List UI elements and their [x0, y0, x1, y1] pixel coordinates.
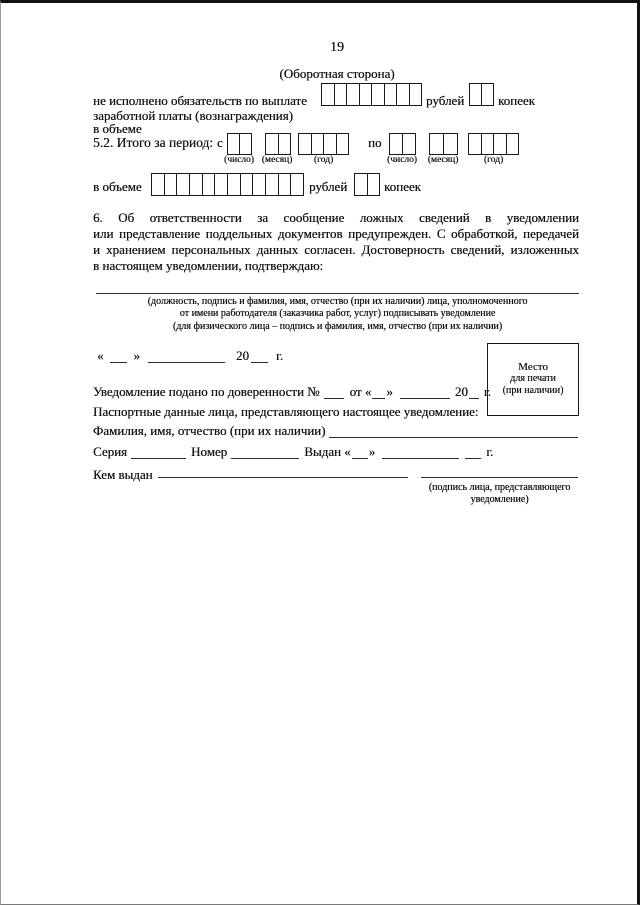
employer-signature-line[interactable]	[96, 293, 579, 294]
issued-by-blank[interactable]	[158, 477, 408, 478]
digit-cell[interactable]	[322, 84, 335, 105]
period-from-day-field[interactable]	[227, 133, 252, 155]
proxy-number-blank[interactable]	[324, 386, 344, 399]
digit-cell[interactable]	[228, 174, 241, 195]
side-title: (Оборотная сторона)	[279, 66, 395, 81]
digit-cell[interactable]	[177, 174, 190, 195]
period-to-label: по	[368, 135, 382, 150]
page-number: 19	[330, 40, 344, 55]
period-to-month-field[interactable]	[429, 133, 458, 155]
digit-cell[interactable]	[266, 174, 279, 195]
stamp-line1: Место	[518, 361, 548, 373]
volume-rubles-field[interactable]	[151, 173, 304, 196]
digit-cell[interactable]	[360, 84, 373, 105]
period-to-year-field[interactable]	[468, 133, 519, 155]
volume-label: в объеме	[93, 179, 142, 194]
proxy-day-blank[interactable]	[372, 386, 385, 399]
digit-cell[interactable]	[470, 84, 482, 105]
proxy-row	[93, 384, 491, 399]
passport-heading: Паспортные данные лица, представляющего настоящее уведомление:	[93, 404, 479, 419]
series-label: Серия	[93, 444, 128, 459]
to-month-caption: (месяц)	[427, 155, 459, 165]
to-year-caption: (год)	[483, 155, 504, 165]
statement-line: 6. Об ответственности за сообщение ложных сведений в уведомлении	[93, 210, 579, 225]
to-day-caption: (число)	[387, 155, 417, 165]
digit-cell[interactable]	[299, 134, 312, 154]
digit-cell[interactable]	[215, 174, 228, 195]
digit-cell[interactable]	[494, 134, 507, 154]
digit-cell[interactable]	[372, 84, 385, 105]
unpaid-kopecks-field[interactable]	[469, 83, 494, 106]
issued-year-blank[interactable]	[465, 446, 481, 459]
stamp-line2: для печати	[510, 373, 556, 384]
digit-cell[interactable]	[347, 84, 360, 105]
digit-cell[interactable]	[279, 134, 291, 154]
issued-month-blank[interactable]	[382, 446, 459, 459]
statement-line: в настоящем уведомлении, подтверждаю:	[93, 258, 324, 273]
signature-date-row	[97, 348, 283, 363]
proxy-close-quote: »	[386, 384, 393, 399]
digit-cell[interactable]	[482, 134, 495, 154]
signature-caption-line2: от имени работодателя (заказчика работ, услуг) подписывать уведомление	[179, 308, 496, 319]
fio-label: Фамилия, имя, отчество (при их наличии)	[93, 423, 326, 438]
period-to-day-field[interactable]	[389, 133, 416, 155]
from-month-caption: (месяц)	[261, 155, 293, 165]
number-label: Номер	[191, 444, 228, 459]
volume-kopecks-label: копеек	[384, 179, 421, 194]
digit-cell[interactable]	[507, 134, 519, 154]
digit-cell[interactable]	[410, 84, 422, 105]
digit-cell[interactable]	[397, 84, 410, 105]
digit-cell[interactable]	[241, 174, 254, 195]
volume-rubles-label: рублей	[309, 179, 348, 194]
fio-row	[93, 423, 578, 438]
digit-cell[interactable]	[203, 174, 216, 195]
digit-cell[interactable]	[430, 134, 444, 154]
issued-by-label: Кем выдан	[93, 467, 153, 482]
digit-cell[interactable]	[190, 174, 203, 195]
signature-caption-line3: (для физического лица – подпись и фамилия, имя, отчество (при их наличии)	[172, 321, 503, 332]
from-year-caption: (год)	[313, 155, 334, 165]
issued-year-suffix: г.	[486, 444, 494, 459]
responsibility-statement	[93, 210, 579, 274]
digit-cell[interactable]	[355, 174, 368, 195]
proxy-year-suffix: г.	[483, 384, 491, 399]
digit-cell[interactable]	[253, 174, 266, 195]
digit-cell[interactable]	[312, 134, 325, 154]
digit-cell[interactable]	[482, 84, 493, 105]
stamp-line3: (при наличии)	[502, 385, 564, 396]
digit-cell[interactable]	[337, 134, 349, 154]
digit-cell[interactable]	[469, 134, 482, 154]
period-label: 5.2. Итого за период:	[93, 135, 214, 150]
unpaid-label-line1: не исполнено обязательств по выплате	[93, 93, 307, 108]
digit-cell[interactable]	[368, 174, 380, 195]
period-from-label: с	[217, 135, 223, 150]
digit-cell[interactable]	[403, 134, 415, 154]
proxy-from-label: от «	[349, 384, 372, 399]
digit-cell[interactable]	[165, 174, 178, 195]
stamp-placeholder	[487, 343, 579, 416]
unpaid-label-line3: в объеме	[93, 121, 142, 136]
open-quote: «	[97, 348, 104, 363]
period-from-month-field[interactable]	[265, 133, 291, 155]
digit-cell[interactable]	[152, 174, 165, 195]
digit-cell[interactable]	[324, 134, 337, 154]
digit-cell[interactable]	[240, 134, 251, 154]
unpaid-label-line2: заработной платы (вознаграждения)	[93, 108, 293, 123]
issued-day-blank[interactable]	[352, 446, 368, 459]
fio-blank[interactable]	[329, 425, 578, 438]
digit-cell[interactable]	[444, 134, 457, 154]
passport-series-row	[93, 444, 493, 459]
issued-label: Выдан «	[304, 444, 351, 459]
date-year-blank[interactable]	[251, 350, 268, 363]
period-from-year-field[interactable]	[298, 133, 349, 155]
date-year-suffix: г.	[276, 348, 284, 363]
statement-line: и хранением персональных данных согласен. Достоверность сведений, изложенных	[93, 242, 579, 257]
signature-caption-line1: (должность, подпись и фамилия, имя, отчество (при их наличии) лица, уполномоченного	[147, 296, 528, 307]
unpaid-rubles-field[interactable]	[321, 83, 422, 106]
digit-cell[interactable]	[279, 174, 292, 195]
statement-line: или представление поддельных документов предупрежден. С обработкой, передачей	[93, 226, 579, 241]
volume-kopecks-field[interactable]	[354, 173, 380, 196]
close-quote: »	[133, 348, 140, 363]
unpaid-rubles-label: рублей	[426, 93, 465, 108]
proxy-year-blank[interactable]	[469, 386, 479, 399]
date-century: 20	[236, 348, 249, 363]
proxy-century: 20	[454, 384, 468, 399]
digit-cell[interactable]	[335, 84, 348, 105]
digit-cell[interactable]	[390, 134, 403, 154]
from-day-caption: (число)	[224, 155, 254, 165]
proxy-month-blank[interactable]	[400, 386, 450, 399]
date-month-blank[interactable]	[148, 350, 225, 363]
date-day-blank[interactable]	[110, 350, 127, 363]
rep-signature-caption-line2: уведомление)	[470, 494, 529, 505]
digit-cell[interactable]	[228, 134, 240, 154]
digit-cell[interactable]	[266, 134, 279, 154]
issued-close-quote: »	[368, 444, 376, 459]
digit-cell[interactable]	[291, 174, 303, 195]
series-blank[interactable]	[131, 446, 186, 459]
representative-signature-line[interactable]	[421, 477, 578, 478]
proxy-label: Уведомление подано по доверенности №	[93, 384, 320, 399]
rep-signature-caption-line1: (подпись лица, представляющего	[428, 482, 571, 493]
unpaid-kopecks-label: копеек	[498, 93, 535, 108]
digit-cell[interactable]	[385, 84, 398, 105]
number-blank[interactable]	[231, 446, 299, 459]
